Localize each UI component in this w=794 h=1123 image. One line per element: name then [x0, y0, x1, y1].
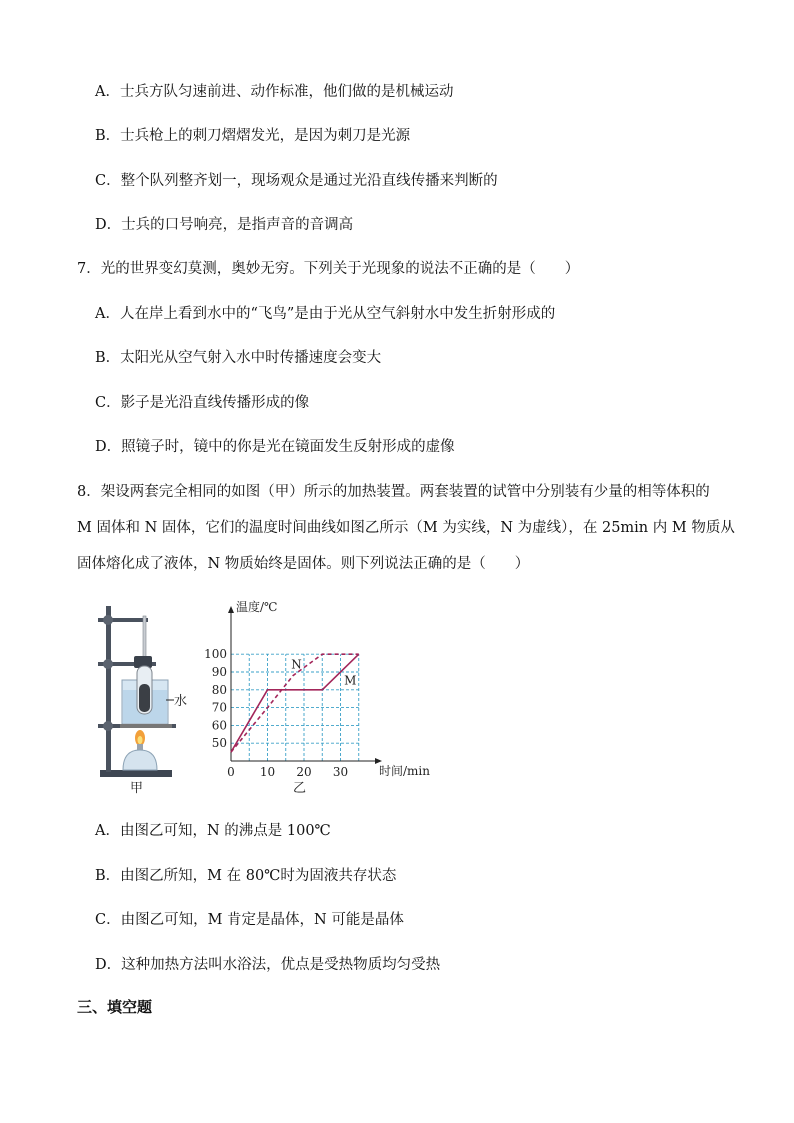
y-axis-arrow	[228, 606, 234, 613]
y-tick-label: 80	[211, 682, 227, 697]
y-tick-label: 100	[204, 647, 227, 662]
alcohol-lamp	[123, 750, 157, 770]
section-title: 三、填空题	[77, 998, 153, 1016]
figure-jia-caption: 甲	[130, 781, 144, 796]
q7-option-d: D．照镜子时，镜中的你是光在镜面发生反射形成的虚像	[95, 439, 455, 455]
y-tick-label: 90	[211, 665, 227, 679]
q8-option-c: C．由图乙可知，M 肯定是晶体，N 可能是晶体	[95, 912, 404, 928]
x-tick-label: 0	[227, 765, 235, 779]
q6-option-c: C．整个队列整齐划一，现场观众是通过光沿直线传播来判断的	[95, 173, 498, 189]
q6-option-b: B．士兵枪上的刺刀熠熠发光，是因为刺刀是光源	[95, 128, 411, 144]
q8-option-d: D．这种加热方法叫水浴法，优点是受热物质均匀受热	[95, 957, 441, 973]
q8-stem-line1: 8．架设两套完全相同的如图（甲）所示的加热装置。两套装置的试管中分别装有少量的相等体积的	[77, 484, 710, 500]
x-tick-label: 30	[332, 765, 349, 779]
series-label-M: M	[344, 673, 357, 688]
figure-yi-caption: 乙	[293, 781, 307, 796]
y-tick-label: 50	[211, 736, 227, 751]
q8-option-a: A．由图乙可知，N 的沸点是 100℃	[95, 823, 331, 839]
water-label: 水	[174, 694, 188, 709]
q7-stem: 7．光的世界变幻莫测，奥妙无穷。下列关于光现象的说法不正确的是（ ）	[77, 261, 580, 277]
q8-figure	[90, 598, 450, 798]
chart-series	[231, 654, 359, 752]
stand-rod	[106, 606, 111, 772]
y-tick-label: 60	[211, 718, 227, 733]
q8-figure-svg	[90, 598, 450, 798]
q7-option-b: B．太阳光从空气射入水中时传播速度会变大	[95, 350, 382, 366]
heating-apparatus	[98, 606, 187, 796]
series-label-N: N	[291, 657, 302, 672]
q8-stem-line2: M 固体和 N 固体，它们的温度时间曲线如图乙所示（M 为实线，N 为虚线），在 25min 内 M 物质从	[77, 520, 735, 536]
q7-option-c: C．影子是光沿直线传播形成的像	[95, 395, 310, 411]
y-axis-label: 温度/℃	[236, 600, 278, 614]
temperature-time-chart	[204, 599, 430, 796]
q8-stem-line3: 固体熔化成了液体，N 物质始终是固体。则下列说法正确的是（ ）	[77, 556, 530, 572]
q6-option-a: A．士兵方队匀速前进、动作标准，他们做的是机械运动	[95, 84, 454, 100]
q8-option-b: B．由图乙所知，M 在 80℃时为固液共存状态	[95, 868, 397, 884]
x-axis-label: 时间/min	[379, 764, 430, 778]
x-tick-label: 20	[296, 765, 312, 779]
q7-option-a: A．人在岸上看到水中的“飞鸟”是由于光从空气斜射水中发生折射形成的	[95, 306, 556, 322]
y-tick-label: 70	[211, 700, 227, 715]
x-tick-label: 10	[259, 765, 276, 779]
q6-option-d: D．士兵的口号响亮，是指声音的音调高	[95, 217, 354, 233]
y-tick-labels	[204, 647, 227, 750]
x-tick-labels	[227, 765, 348, 779]
